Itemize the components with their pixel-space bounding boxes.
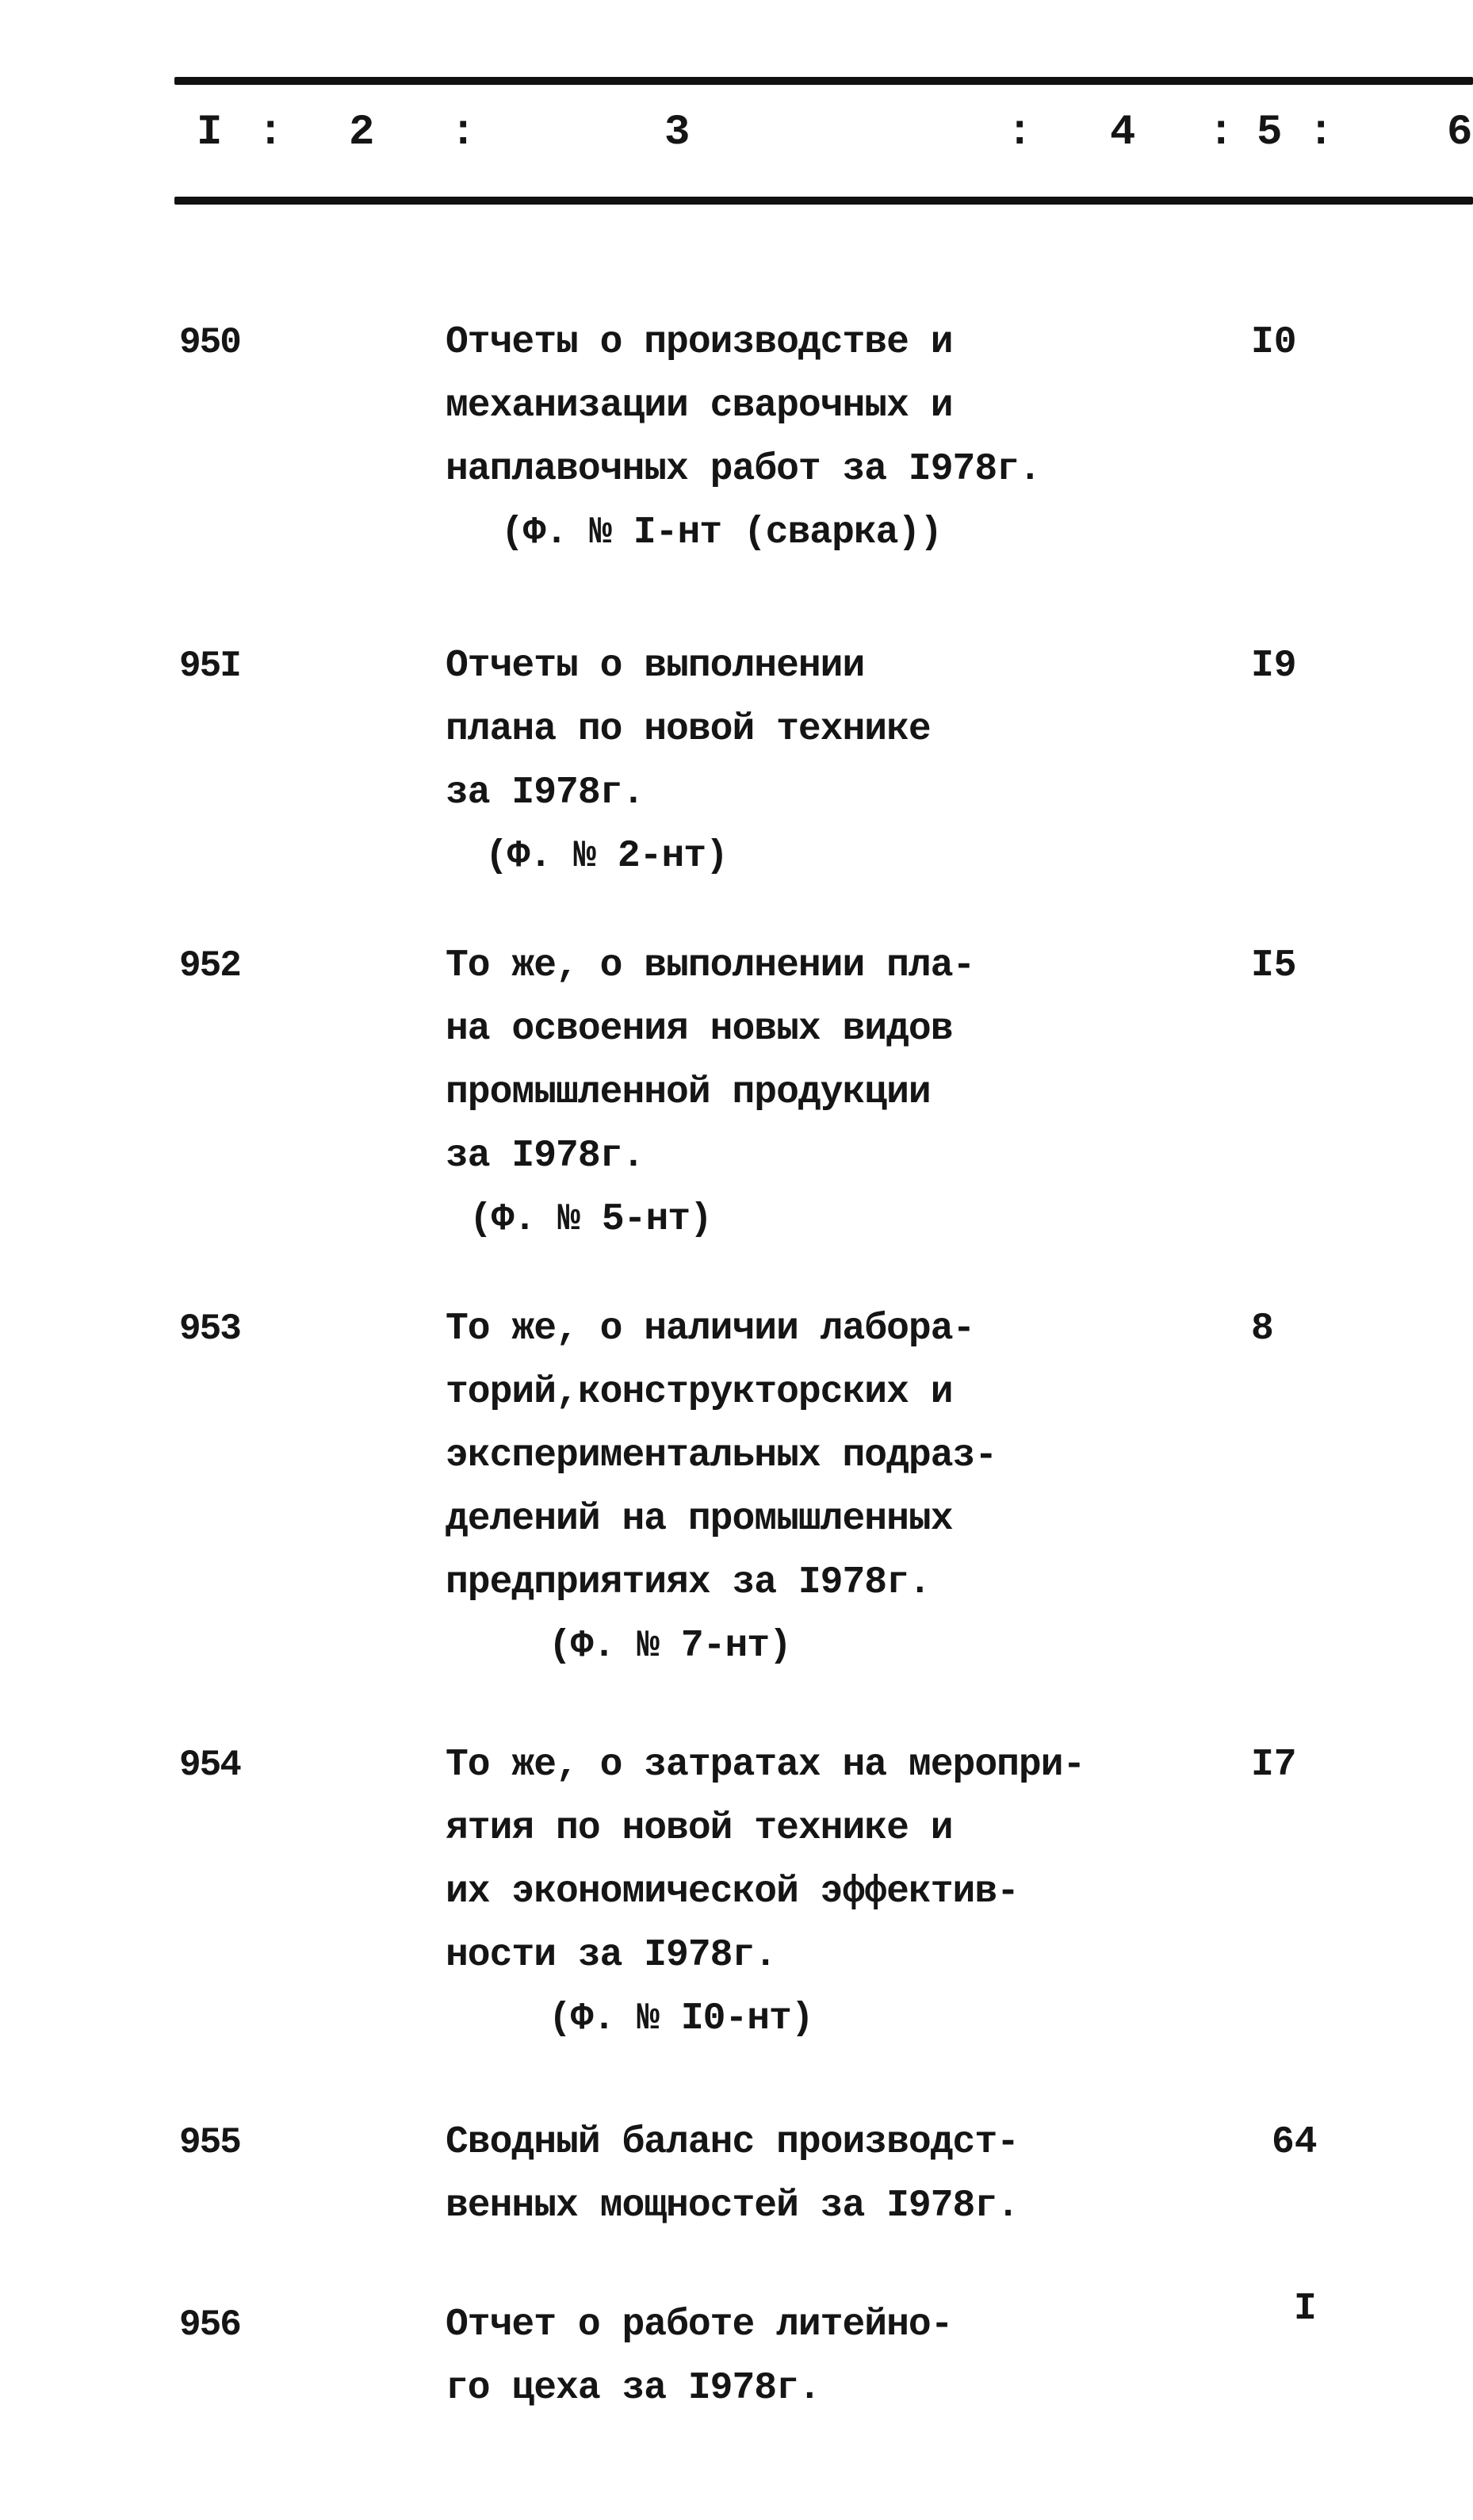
column-number-header: 4	[1110, 109, 1136, 157]
sheet-count: I5	[1251, 944, 1297, 987]
description-line: Отчеты о выполнении	[446, 645, 865, 687]
column-number-header: 3	[664, 109, 691, 157]
sheet-count: I7	[1251, 1744, 1297, 1787]
entry-description	[446, 2111, 1019, 2238]
description-line: наплавочных работ за I978г.	[446, 448, 1041, 491]
description-line: плана по новой технике	[446, 708, 931, 751]
column-number-header: I	[197, 109, 223, 157]
description-line: торий,конструкторских и	[446, 1371, 953, 1414]
form-reference: (Ф. № I0-нт)	[549, 1997, 813, 2040]
description-line: промышленной продукции	[446, 1071, 931, 1114]
entry-number: 952	[179, 945, 240, 986]
form-reference: (Ф. № 5-нт)	[469, 1198, 712, 1241]
description-line: То же, о наличии лабора-	[446, 1308, 975, 1350]
description-line: То же, о затратах на меропри-	[446, 1744, 1085, 1787]
column-separator: :	[258, 109, 284, 157]
description-line: за I978г.	[446, 772, 645, 814]
description-line: Отчеты о производстве и	[446, 321, 953, 364]
column-separator: :	[1308, 109, 1334, 157]
description-line: на освоения новых видов	[446, 1008, 953, 1051]
description-line: их экономической эффектив-	[446, 1871, 1019, 1913]
description-line: Сводный баланс производст-	[446, 2121, 1019, 2164]
sheet-count: I0	[1251, 321, 1297, 364]
description-line: экспериментальных подраз-	[446, 1434, 997, 1477]
form-reference: (Ф. № 2-нт)	[485, 835, 728, 878]
description-line: ятия по новой технике и	[446, 1807, 953, 1850]
column-number-header: 5	[1257, 109, 1283, 157]
description-line: Отчет о работе литейно-	[446, 2304, 953, 2346]
header-bottom-rule	[174, 197, 1473, 205]
entry-description	[446, 2293, 953, 2420]
description-line: ности за I978г.	[446, 1934, 777, 1977]
entry-number: 956	[179, 2304, 240, 2346]
header-top-rule	[174, 77, 1473, 85]
entry-description	[446, 934, 974, 1251]
entry-number: 950	[179, 322, 240, 363]
column-separator: :	[450, 109, 476, 157]
sheet-count: I9	[1251, 645, 1297, 687]
form-reference: (Ф. № I-нт (сварка))	[501, 511, 943, 554]
description-line: делений на промышленных	[446, 1498, 953, 1541]
entry-number: 955	[179, 2122, 240, 2163]
sheet-count: 8	[1251, 1308, 1274, 1350]
entry-description	[446, 311, 1041, 565]
column-number-header: 2	[349, 109, 375, 157]
entry-number: 95I	[179, 645, 240, 687]
description-line: за I978г.	[446, 1135, 645, 1178]
description-line: предприятиях за I978г.	[446, 1561, 931, 1604]
description-line: го цеха за I978г.	[446, 2367, 821, 2410]
entry-number: 954	[179, 1744, 240, 1786]
entry-description	[446, 1733, 1085, 2051]
entry-number: 953	[179, 1308, 240, 1350]
description-line: То же, о выполнении пла-	[446, 944, 975, 987]
sheet-count: 64	[1272, 2121, 1318, 2164]
column-separator: :	[1208, 109, 1234, 157]
entry-description	[446, 634, 931, 888]
description-line: механизации сварочных и	[446, 385, 953, 427]
sheet-count: I	[1294, 2288, 1317, 2330]
entry-description	[446, 1297, 997, 1678]
column-separator: :	[1007, 109, 1033, 157]
form-reference: (Ф. № 7-нт)	[549, 1625, 791, 1668]
description-line: венных мощностей за I978г.	[446, 2185, 1019, 2227]
column-number-header: 6	[1447, 109, 1473, 157]
